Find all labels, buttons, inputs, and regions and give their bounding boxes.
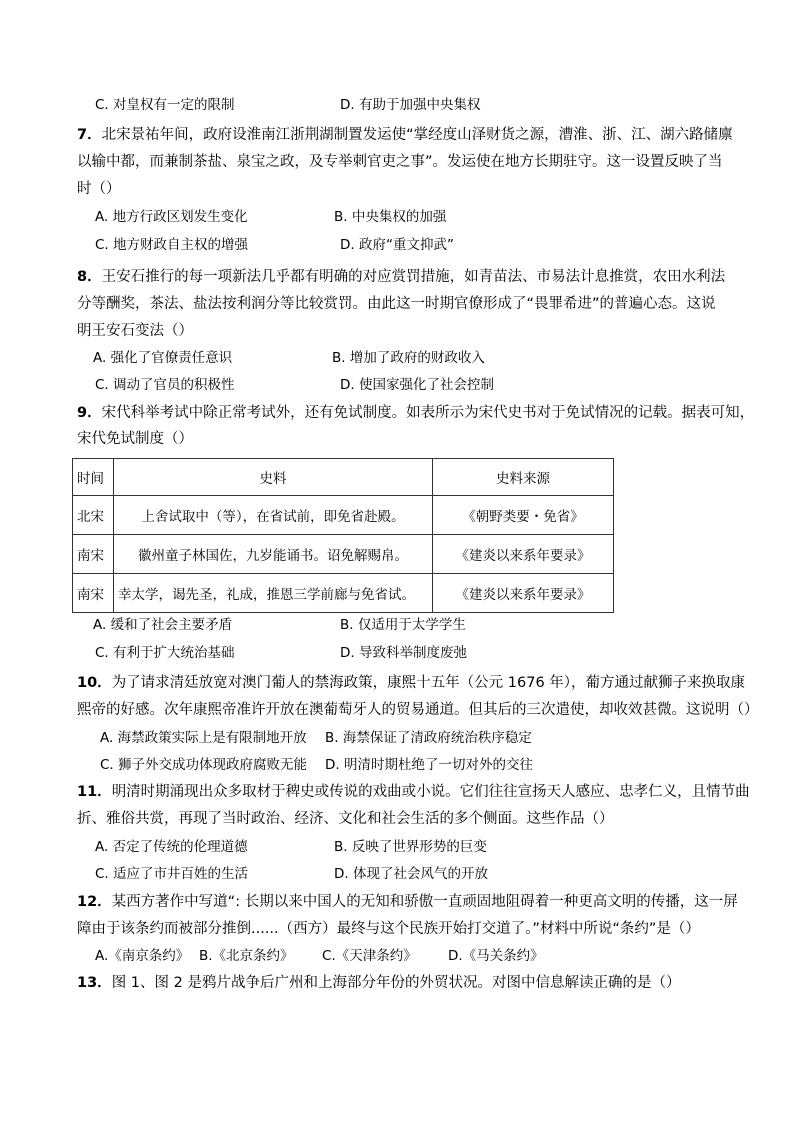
q12-option-a: A.《南京条约》 [95,948,190,964]
table-header-row [73,459,614,496]
table-cell-source-origin: 《朝野类要・免省》 [433,496,614,535]
q7-number: 7． [77,127,102,143]
q11-option-a: A. 否定了传统的伦理道德 [95,839,248,855]
q7-stem-line1: 7．北宋景祐年间，政府设淮南江浙荆湖制置发运使“掌经度山泽财货之源，漕淮、浙、江、湖六路储廪 [77,127,733,143]
q7-option-a: A. 地方行政区划发生变化 [95,209,248,225]
q7-option-d: D. 政府“重文抑武” [340,237,454,253]
q6-option-d: D. 有助于加强中央集权 [340,97,481,113]
q10-option-d: D. 明清时期杜绝了一切对外的交往 [325,757,533,773]
q10-option-c: C. 狮子外交成功体现政府腐败无能 [100,757,308,773]
q10-number: 10． [77,675,112,691]
q9-stem-line1: 9．宋代科举考试中除正常考试外，还有免试制度。如表所示为宋代史书对于免试情况的记载。据表可知， [77,405,755,421]
q9-option-a: A. 缓和了社会主要矛盾 [93,617,233,633]
q8-option-b: B. 增加了政府的财政收入 [332,350,485,366]
q10-stem-line1: 10．为了请求清廷放宽对澳门葡人的禁海政策，康熙十五年（公元 1676 年），葡方通过献狮子来换取康 [77,675,746,691]
table-row [73,574,614,613]
q8-stem-line1: 8．王安石推行的每一项新法几乎都有明确的对应赏罚措施，如青苗法、市易法计息推赏，农田水利法 [77,269,726,285]
q7-stem-line2: 以输中都，而兼制茶盐、泉宝之政，及专举刺官吏之事”。发运使在地方长期驻守。这一设置反映了当 [77,154,723,170]
table-cell-source-origin: 《建炎以来系年要录》 [433,535,614,574]
table-cell-time: 南宋 [73,574,114,613]
q8-option-d: D. 使国家强化了社会控制 [340,377,494,393]
q6-option-c: C. 对皇权有一定的限制 [95,97,235,113]
q9-option-c: C. 有利于扩大统治基础 [95,645,235,661]
q13-stem-line1: 13．图 1、图 2 是鸦片战争后广州和上海部分年份的外贸状况。对图中信息解读正确的是（） [77,975,681,991]
q12-stem-line2: 障由于该条约而被部分推倒......（西方）最终与这个民族开始打交道了。”材料中所说“条约”是（） [77,921,700,937]
q11-number: 11． [77,784,112,800]
q10-stem-line2: 熙帝的好感。次年康熙帝准许开放在澳葡萄牙人的贸易通道。但其后的三次遣使，却收效甚微。这说明（） [77,702,759,718]
q12-option-d: D.《马关条约》 [448,948,544,964]
q7-option-c: C. 地方财政自主权的增强 [95,237,249,253]
table-cell-time: 北宋 [73,496,114,535]
table-cell-time: 南宋 [73,535,114,574]
q9-source-table [72,458,614,613]
q8-stem-line3: 明王安石变法（） [77,323,193,339]
q9-stem-line2: 宋代免试制度（） [77,431,193,447]
table-row [73,535,614,574]
table-cell-source-text: 上舍试取中（等），在省试前，即免省赴殿。 [114,496,433,535]
q7-option-b: B. 中央集权的加强 [334,209,447,225]
q9-option-b: B. 仅适用于太学学生 [340,617,466,633]
q12-number: 12． [77,894,112,910]
table-row [73,496,614,535]
q11-option-c: C. 适应了市井百姓的生活 [95,866,249,882]
q12-option-c: C.《天津条约》 [322,948,417,964]
q9-number: 9． [77,405,102,421]
q8-option-c: C. 调动了官员的积极性 [95,377,235,393]
q7-stem-line3: 时（） [77,181,121,197]
table-cell-source-text: 幸太学，谒先圣，礼成，推恩三学前廊与免省试。 [114,574,433,613]
table-cell-source-origin: 《建炎以来系年要录》 [433,574,614,613]
q10-option-a: A. 海禁政策实际上是有限制地开放 [100,730,307,746]
table-header-source-origin: 史料来源 [433,459,614,496]
q8-option-a: A. 强化了官僚责任意识 [93,350,233,366]
q11-stem-line1: 11．明清时期涌现出众多取材于稗史或传说的戏曲或小说。它们往往宣扬天人感应、忠孝仁义，且情节曲 [77,784,750,800]
q8-stem-line2: 分等酬奖，茶法、盐法按利润分等比较赏罚。由此这一时期官僚形成了“畏罪希进”的普遍心态。这说 [77,296,716,312]
q13-number: 13． [77,975,112,991]
q11-stem-line2: 折、雅俗共赏，再现了当时政治、经济、文化和社会生活的多个侧面。这些作品（） [77,811,614,827]
table-header-source-text: 史料 [114,459,433,496]
q10-option-b: B. 海禁保证了清政府统治秩序稳定 [325,730,532,746]
q12-option-b: B.《北京条约》 [199,948,294,964]
q11-option-b: B. 反映了世界形势的巨变 [334,839,487,855]
table-header-time: 时间 [73,459,114,496]
q12-stem-line1: 12．某西方著作中写道“: 长期以来中国人的无知和骄傲一直顽固地阻碍着一种更高文明的传播，这一屏 [77,894,738,910]
table-cell-source-text: 徽州童子林国佐，九岁能诵书。诏免解赐帛。 [114,535,433,574]
q11-option-d: D. 体现了社会风气的开放 [334,866,488,882]
q9-option-d: D. 导致科举制度废弛 [340,645,467,661]
q8-number: 8． [77,269,102,285]
